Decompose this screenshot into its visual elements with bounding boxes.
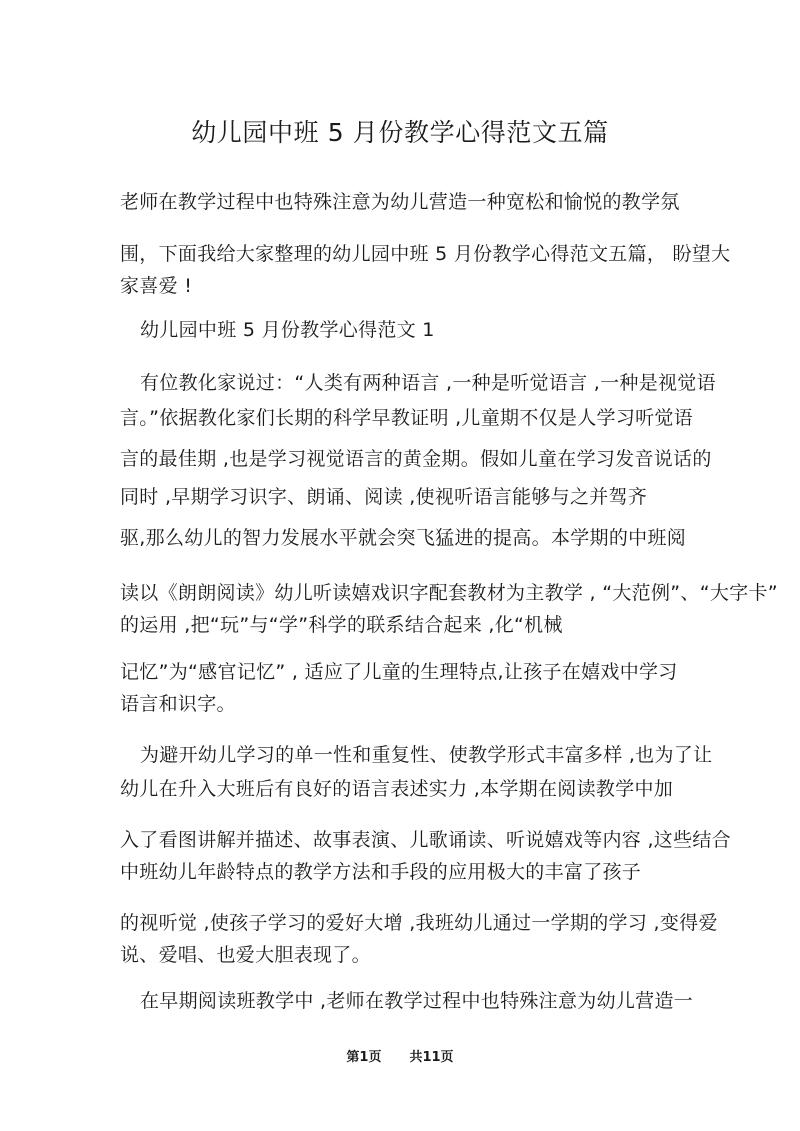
text-line: 的运用 ,把“玩”与“学”科学的联系结合起来 ,化“机械 [120, 614, 563, 636]
page-number: 第1页 [346, 1050, 382, 1065]
text-line: 在早期阅读班教学中 ,老师在教学过程中也特殊注意为幼儿营造一 [140, 990, 694, 1012]
text-line: 驱,那么幼儿的智力发展水平就会突飞猛进的提高。本学期的中班阅 [120, 527, 687, 549]
text-line: 围，下面我给大家整理的幼儿园中班 5 月份教学心得范文五篇， 盼望大 [120, 243, 731, 265]
text-line: 为避开幼儿学习的单一性和重复性、使教学形式丰富多样 ,也为了让 [140, 744, 713, 766]
text-line: 读以《朗朗阅读》幼儿听读嬉戏识字配套教材为主教学 , “大范例”、“大字卡” [120, 582, 778, 604]
text-line: 有位教化家说过：“人类有两种语言 ,一种是听觉语言 ,一种是视觉语 [140, 372, 716, 394]
text-line: 言的最佳期 ,也是学习视觉语言的黄金期。假如儿童在学习发音说话的 [120, 448, 712, 470]
text-line: 的视听觉 ,使孩子学习的爱好大增 ,我班幼儿通过一学期的学习 ,变得爱 [120, 912, 718, 934]
text-line: 入了看图讲解并描述、故事表演、儿歌诵读、听说嬉戏等内容 ,这些结合 [120, 829, 731, 851]
text-line: 老师在教学过程中也特殊注意为幼儿营造一种宽松和愉悦的教学氛 [120, 191, 680, 213]
text-line: 记忆”为“感官记忆” , 适应了儿童的生理特点,让孩子在嬉戏中学习 [120, 661, 678, 683]
text-line: 同时 ,早期学习识字、朗诵、阅读 ,使视听语言能够与之并驾齐 [120, 486, 648, 508]
page-total: 共11页 [409, 1050, 454, 1065]
text-line: 说、爱唱、也爱大胆表现了。 [120, 944, 371, 966]
page-footer [0, 1049, 800, 1067]
text-line: 幼儿在升入大班后有良好的语言表述实力 ,本学期在阅读教学中加 [120, 778, 674, 800]
section-heading: 幼儿园中班 5 月份教学心得范文 1 [140, 319, 435, 341]
text-line: 言。”依据教化家们长期的科学早教证明 ,儿童期不仅是人学习听觉语 [120, 407, 694, 429]
text-line: 家喜爱 ! [120, 275, 193, 297]
document-title: 幼儿园中班 5 月份教学心得范文五篇 [191, 118, 609, 147]
text-line: 中班幼儿年龄特点的教学方法和手段的应用极大的丰富了孩子 [120, 861, 642, 883]
text-line: 语言和识字。 [120, 693, 236, 715]
